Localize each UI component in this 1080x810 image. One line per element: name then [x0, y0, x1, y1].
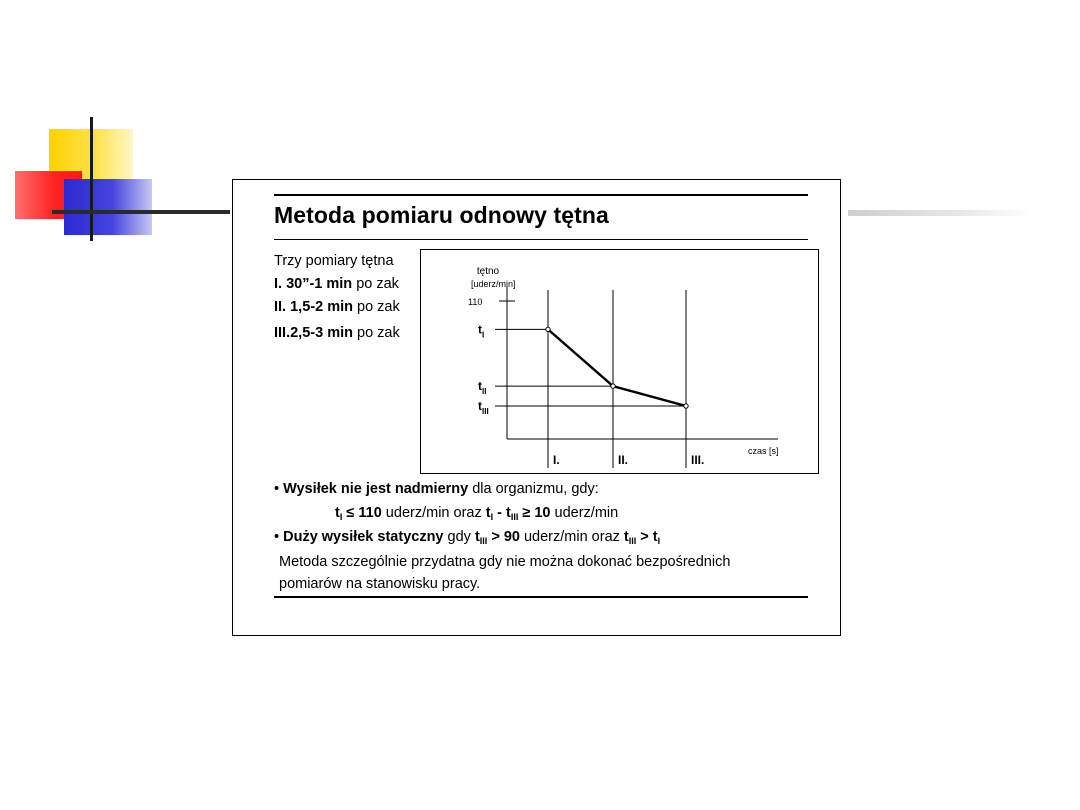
intro-text: Trzy pomiary tętna — [274, 253, 394, 269]
title-rule — [274, 239, 808, 240]
data-point-3 — [684, 404, 688, 408]
bullet-1: • Wysiłek nie jest nadmierny dla organizmu, gdy: — [274, 481, 599, 497]
measurement-1: I. 30”-1 min po zak — [274, 276, 399, 292]
y-tick-label-110: 110 — [468, 297, 483, 307]
series-line — [548, 329, 686, 406]
x-tick-label-2: II. — [618, 453, 629, 467]
measurement-2: II. 1,5-2 min po zak — [274, 299, 400, 315]
note-line-1: Metoda szczególnie przydatna gdy nie można dokonać bezpośrednich — [279, 554, 731, 570]
chart-svg — [421, 250, 818, 473]
point-label-3: $t_{III}$ — [478, 399, 489, 416]
point-label-2: $t_{II}$ — [478, 379, 487, 397]
data-point-2 — [611, 384, 615, 388]
measurement-3: III.2,5-3 min po zak — [274, 325, 400, 341]
decor-horizontal-line-right — [848, 210, 1030, 216]
x-tick-label-1: I. — [553, 453, 560, 467]
top-rule — [274, 194, 808, 196]
decor-vertical-line — [90, 117, 93, 241]
slide-title: Metoda pomiaru odnowy tętna — [274, 202, 609, 228]
pulse-recovery-chart — [420, 249, 819, 474]
bullet-2: • Duży wysiłek statyczny gdy $t_{III} > 90$ uderz/min oraz $t_{III} > t_I$ — [274, 529, 661, 546]
y-axis-label-1: tętno — [476, 266, 500, 277]
bottom-rule — [274, 596, 808, 598]
note-line-2: pomiarów na stanowisku pracy. — [279, 576, 481, 592]
y-axis-label-2: [uderz/min] — [471, 279, 516, 289]
x-tick-label-3: III. — [691, 453, 705, 467]
point-label-1: $t_I$ — [478, 322, 485, 340]
slide-image — [232, 179, 841, 636]
decor-horizontal-line — [52, 210, 230, 214]
x-axis-label: czas [s] — [748, 446, 779, 456]
condition-1: $t_I \le 110$ uderz/min oraz $t_I - t_{III} \ge 10$ uderz/min — [335, 505, 619, 522]
decor-blue-square — [64, 179, 152, 235]
data-point-1 — [546, 327, 550, 331]
